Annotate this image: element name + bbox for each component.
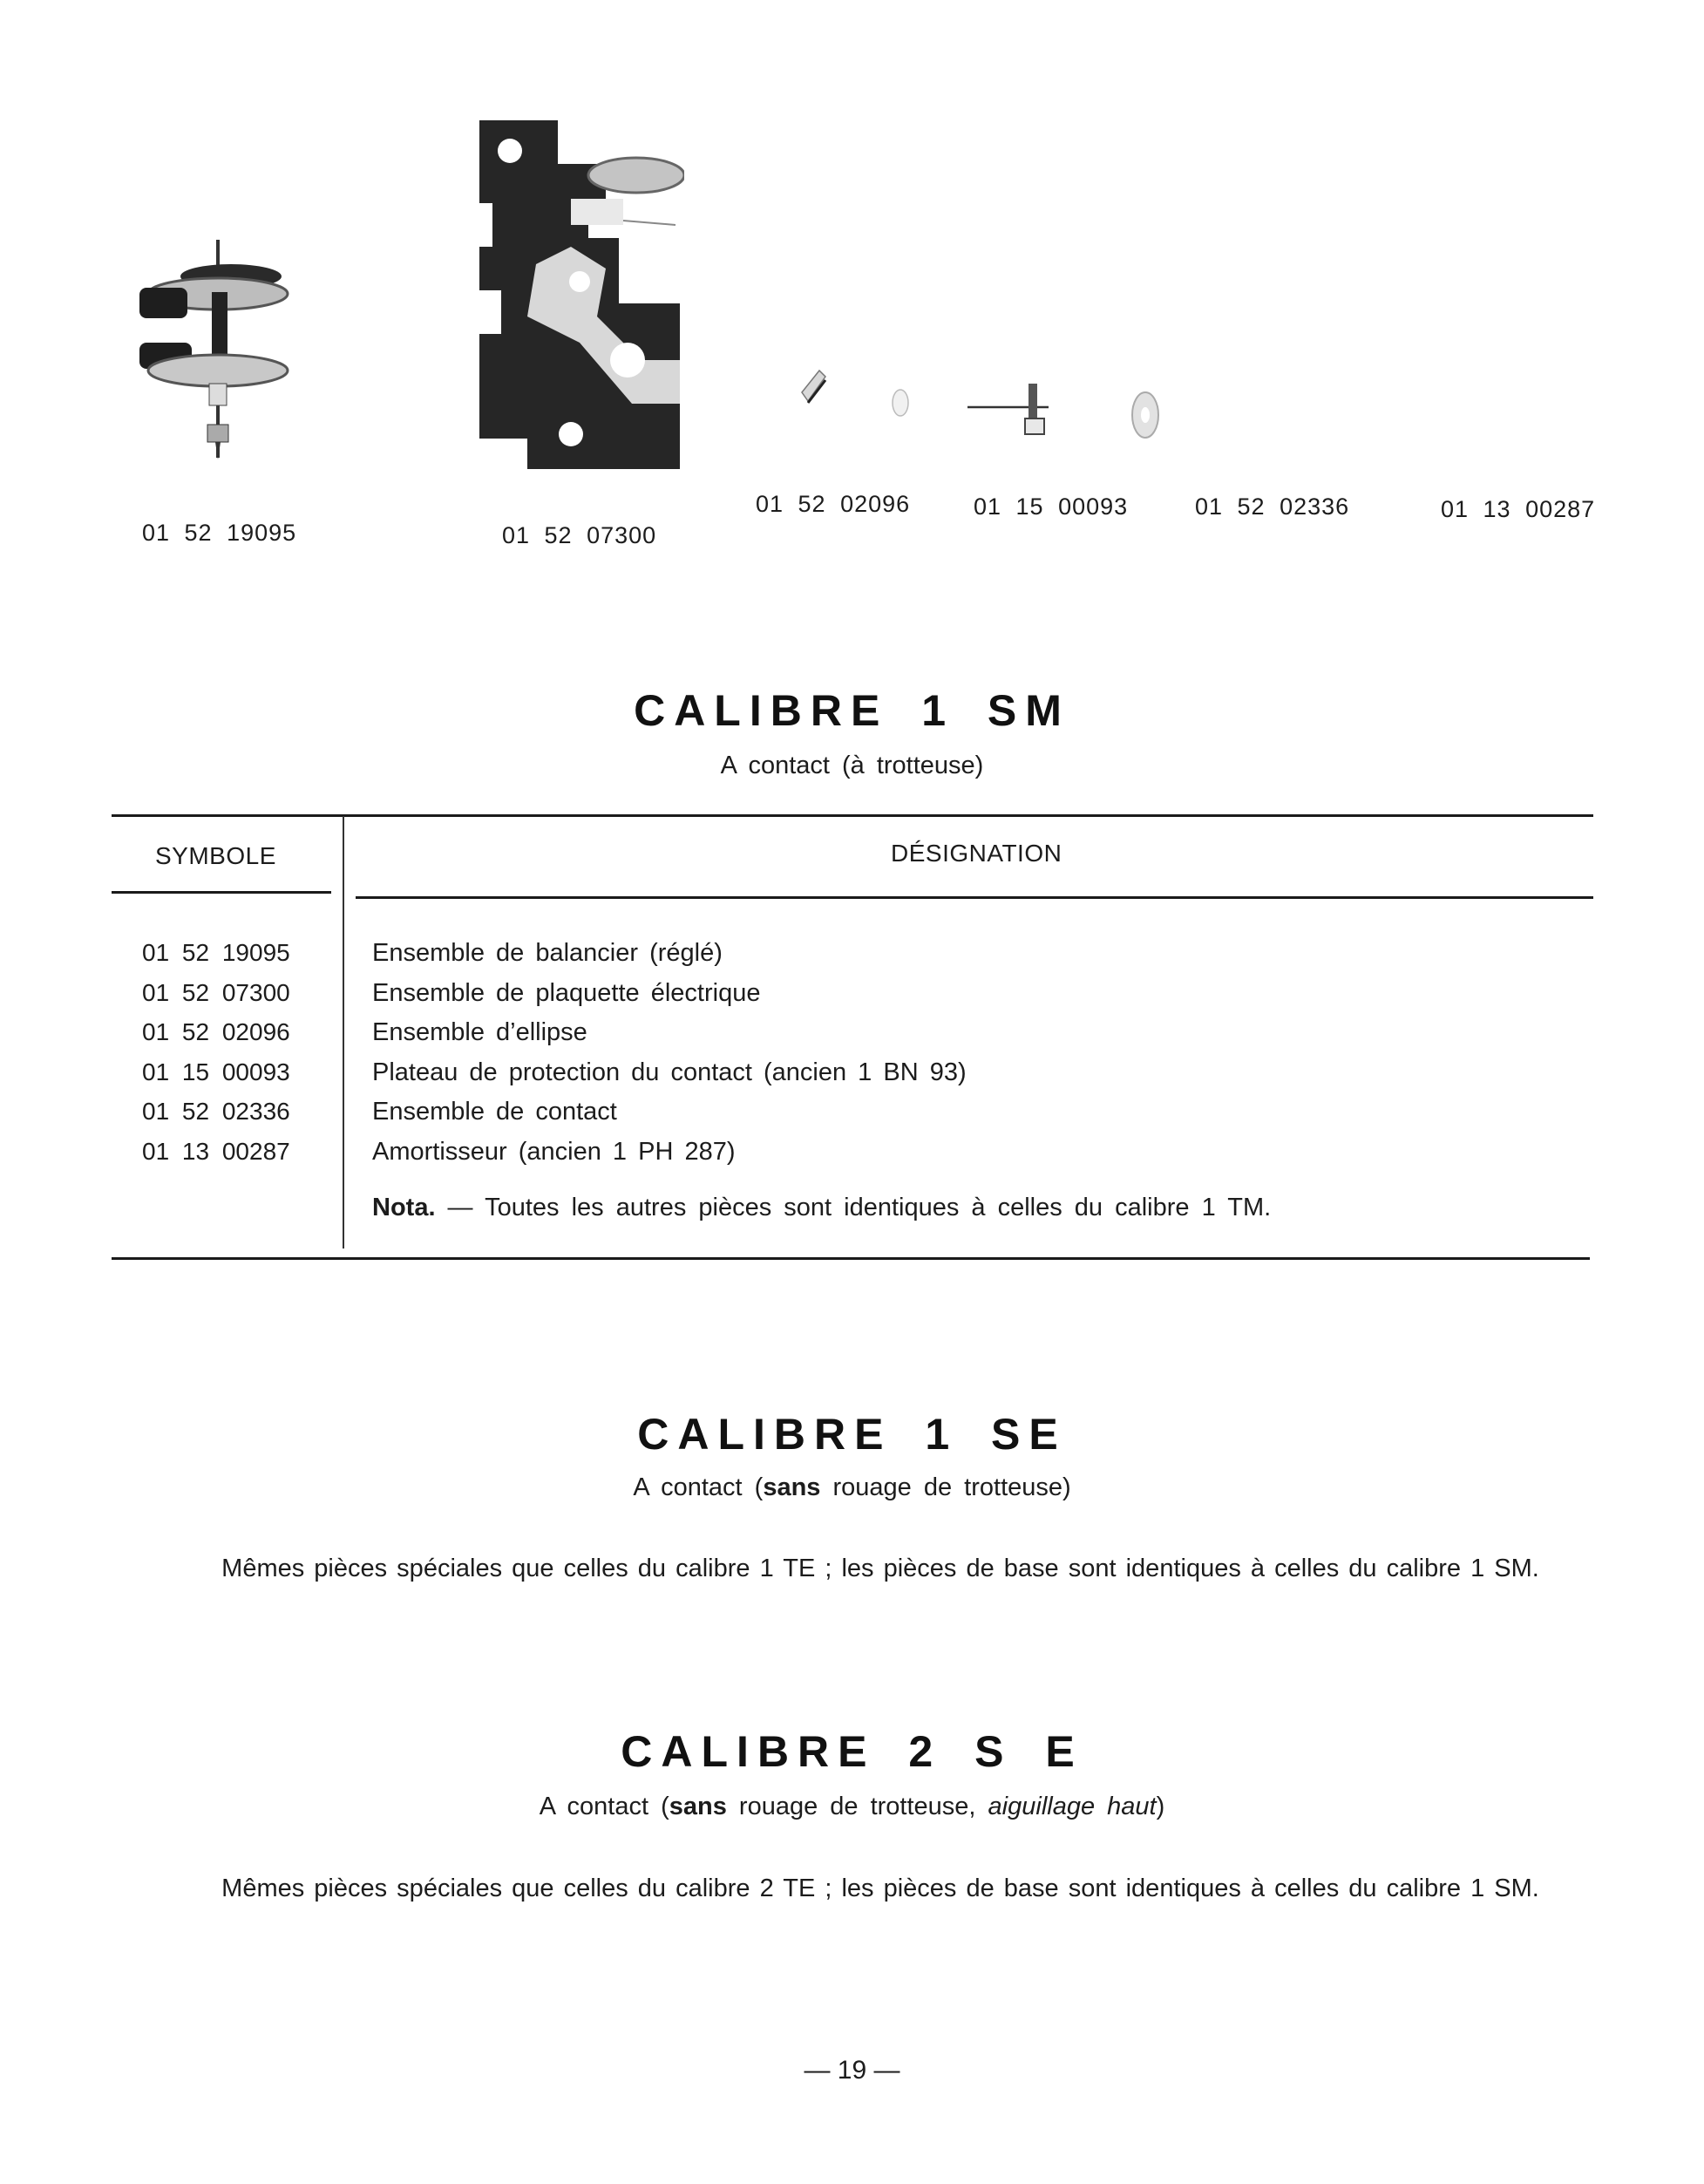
designation-cell: Ensemble de plaquette électrique (372, 979, 761, 1007)
contact-assembly-photo (966, 379, 1053, 436)
section-subtitle: A contact (à trotteuse) (720, 752, 984, 779)
subtitle-text: rouage de trotteuse, (726, 1793, 988, 1820)
designation-cell: Ensemble de contact (372, 1098, 617, 1126)
part-number-label: 01 52 07300 (502, 522, 657, 548)
section-paragraph: Mêmes pièces spéciales que celles du calibre 2 TE ; les pièces de base sont identiques à celles du calibre 1 SM. (221, 1874, 1539, 1902)
ellipse-assembly-photo (798, 366, 832, 414)
part-number-label: 01 52 02096 (756, 491, 911, 517)
symbole-cell: 01 52 07300 (142, 979, 290, 1006)
part-number-label: 01 15 00093 (974, 493, 1129, 520)
damper-photo (1128, 388, 1163, 442)
balance-wheel-assembly-photo (118, 231, 318, 462)
column-header-symbole: SYMBOLE (155, 842, 276, 869)
symbole-cell: 01 13 00287 (142, 1138, 290, 1165)
section-subtitle (0, 1473, 1704, 1502)
part-number-label: 01 13 00287 (1441, 496, 1596, 522)
designation-cell: Ensemble d’ellipse (372, 1018, 587, 1046)
subtitle-text: A contact ( (539, 1793, 669, 1820)
designation-cell: Ensemble de balancier (réglé) (372, 939, 723, 967)
column-header-designation: DÉSIGNATION (891, 840, 1062, 867)
symbole-cell: 01 52 02096 (142, 1018, 290, 1045)
table-top-rule (112, 814, 1593, 817)
table-bottom-rule (112, 1257, 1590, 1260)
designation-cell: Plateau de protection du contact (ancien 1 BN 93) (372, 1058, 967, 1086)
symbole-cell: 01 15 00093 (142, 1058, 290, 1085)
section-title: CALIBRE 1 SM (634, 686, 1070, 735)
header-rule-right (356, 896, 1593, 899)
table-column-divider (343, 816, 344, 1248)
subtitle-bold-text: sans (669, 1793, 727, 1820)
subtitle-text: rouage de trotteuse) (820, 1473, 1071, 1501)
header-rule-left (112, 891, 331, 894)
subtitle-bold-text: sans (763, 1473, 821, 1501)
note-text: — Toutes les autres pièces sont identiques à celles du calibre 1 TM. (435, 1194, 1272, 1221)
page-number: — 19 — (804, 2056, 900, 2085)
part-number-label: 01 52 02336 (1195, 493, 1350, 520)
part-number-label: 01 52 19095 (142, 520, 297, 546)
symbole-cell: 01 52 02336 (142, 1098, 290, 1125)
electric-plate-assembly-photo (475, 116, 684, 469)
note-label: Nota. (372, 1194, 436, 1221)
section-subtitle (0, 1793, 1704, 1821)
contact-protection-plate-photo (891, 388, 910, 418)
symbole-cell: 01 52 19095 (142, 939, 290, 966)
section-title: CALIBRE 1 SE (637, 1410, 1067, 1459)
section-paragraph: Mêmes pièces spéciales que celles du calibre 1 TE ; les pièces de base sont identiques à celles du calibre 1 SM. (221, 1555, 1539, 1582)
subtitle-text: A contact ( (633, 1473, 764, 1501)
designation-cell: Amortisseur (ancien 1 PH 287) (372, 1138, 736, 1166)
section-title: CALIBRE 2 S E (621, 1727, 1083, 1776)
subtitle-text: ) (1156, 1793, 1165, 1820)
subtitle-italic-text: aiguillage haut (988, 1793, 1157, 1820)
table-note (372, 1194, 1271, 1222)
